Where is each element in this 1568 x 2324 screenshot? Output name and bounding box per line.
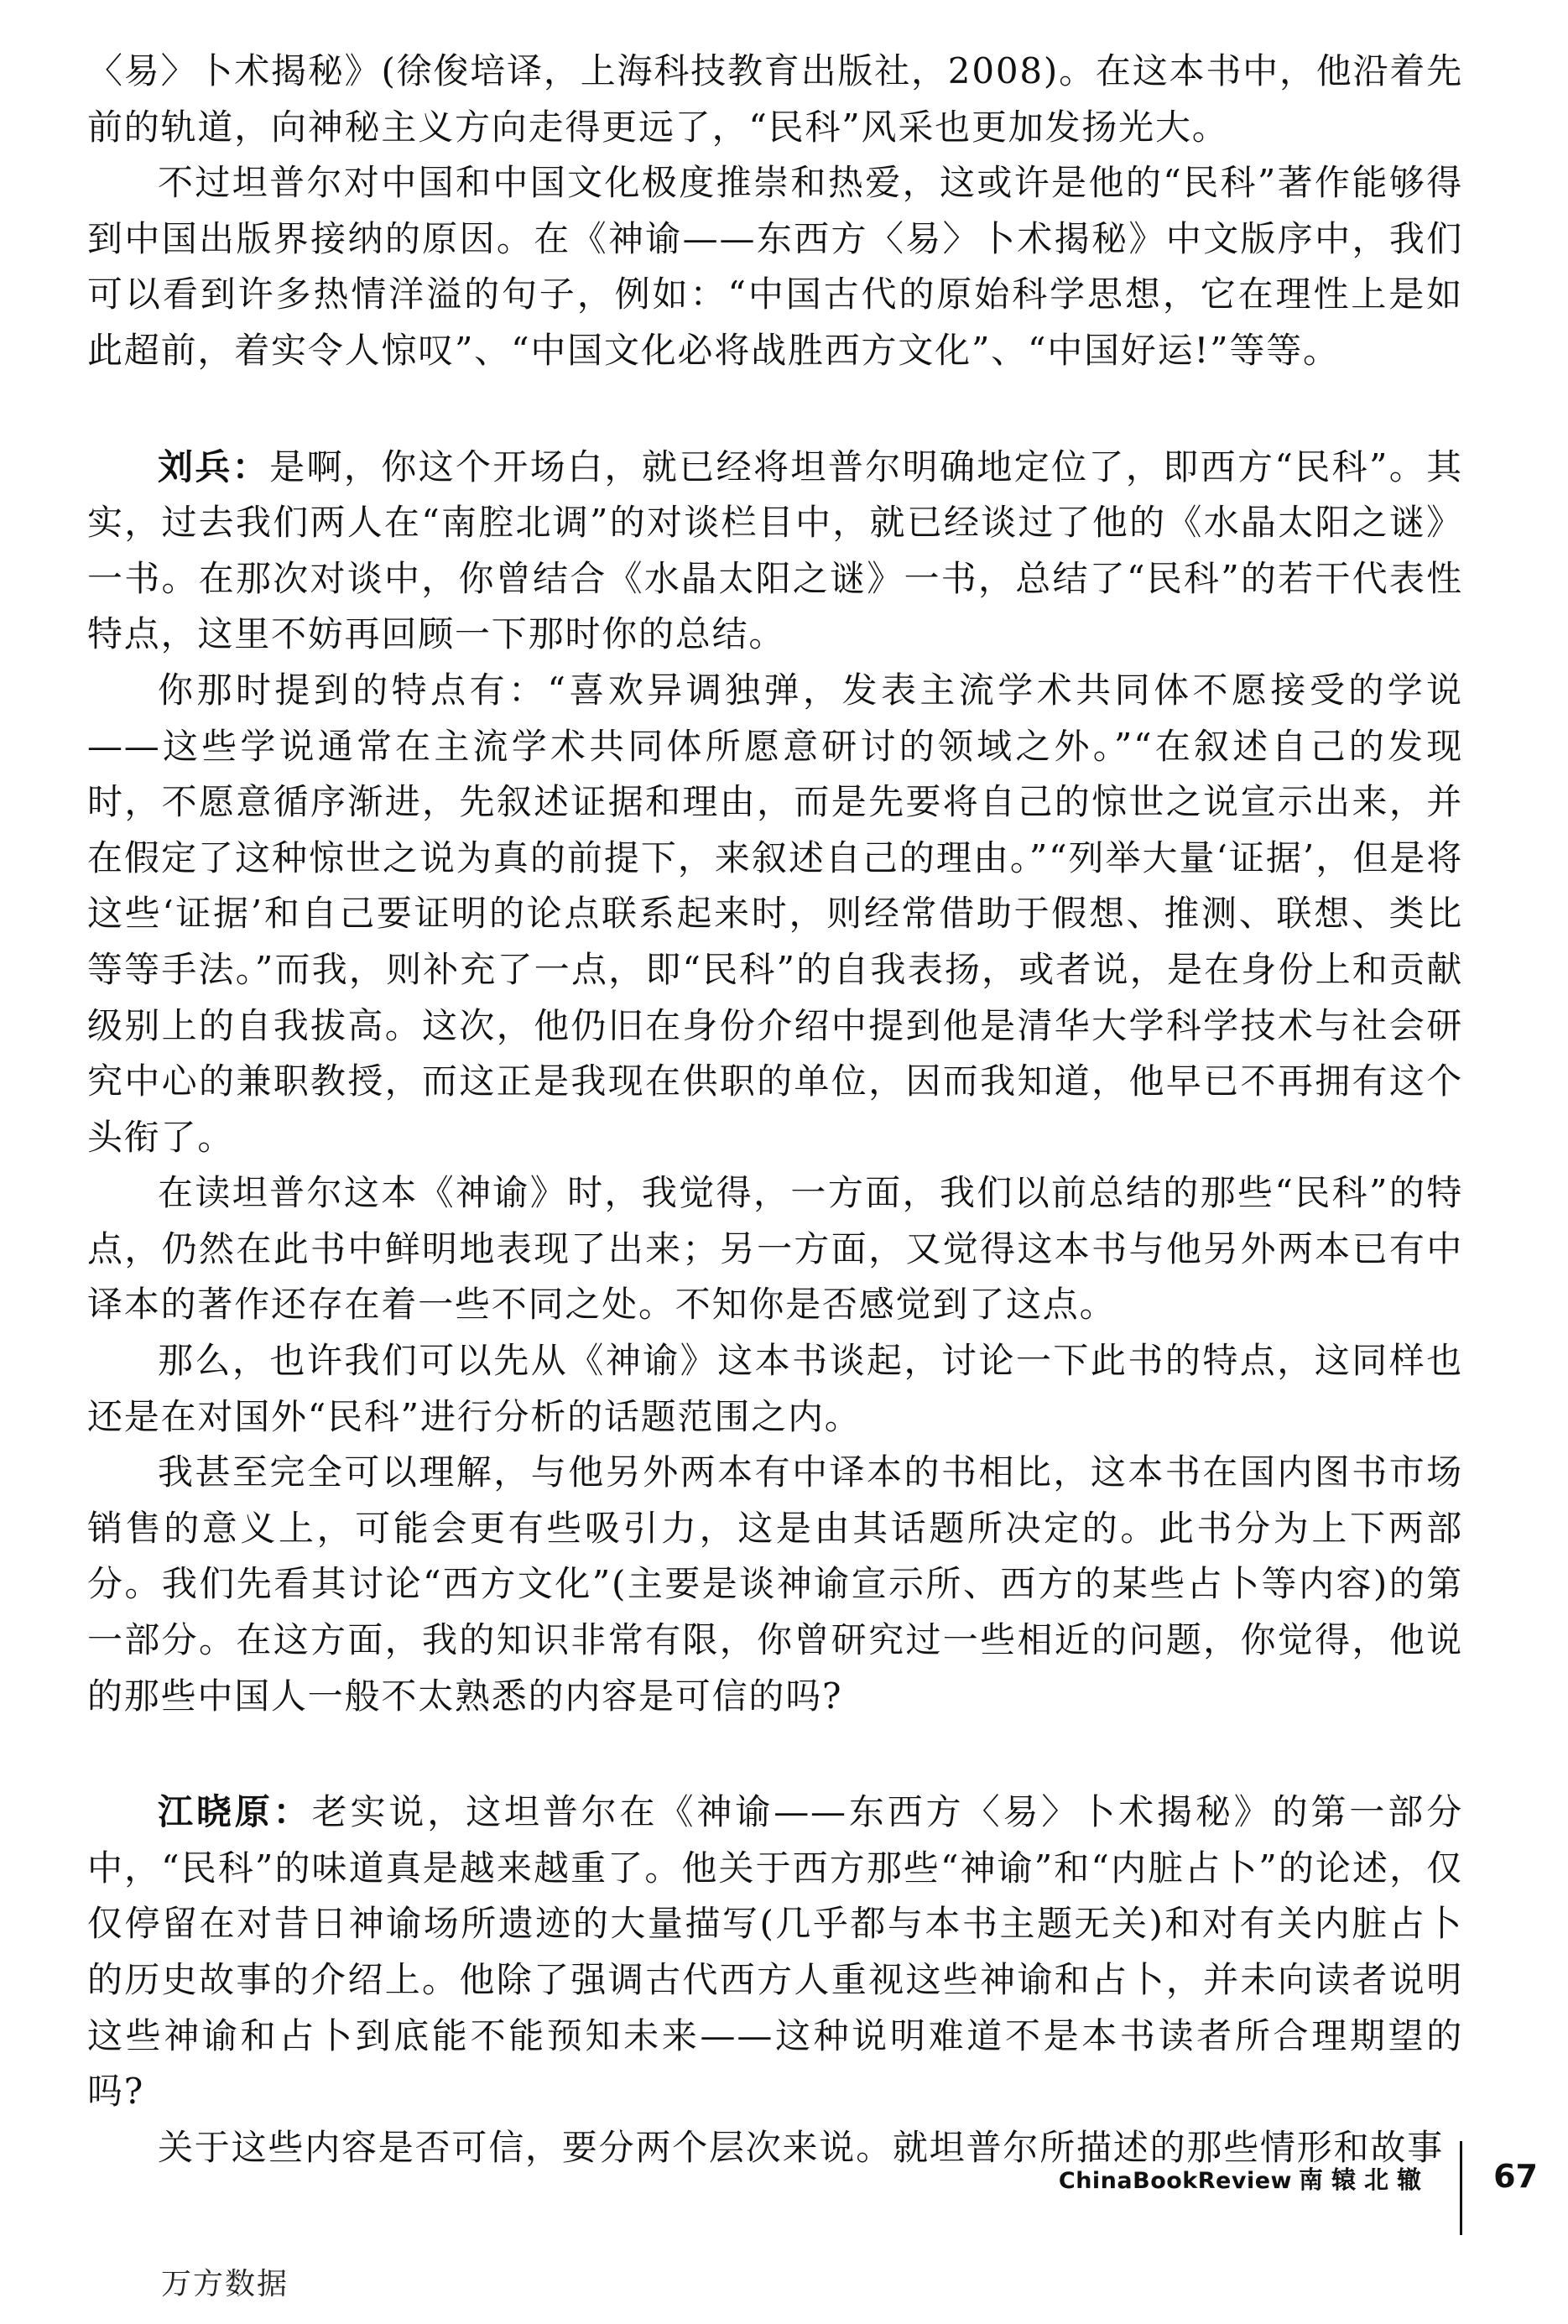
paragraph-text: 〈易〉卜术揭秘》(徐俊培译，上海科技教育出版社，2008)。在这本书中，他沿着先前的轨道，向神秘主义方向走得更远了，“民科”风采也更加发扬光大。 — [87, 50, 1463, 148]
journal-mark — [1059, 2161, 1430, 2196]
paragraph-8 — [87, 1785, 1463, 2120]
paragraph-6 — [87, 1333, 1463, 1445]
speaker-name: 江晓原： — [158, 1791, 312, 1833]
journal-name-en: ChinaBookReview — [1058, 2168, 1292, 2194]
paragraph-text: 我甚至完全可以理解，与他另外两本有中译本的书相比，这本书在国内图书市场销售的意义上，可能会更有些吸引力，这是由其话题所决定的。此书分为上下两部分。我们先看其讨论“西方文化”(主要是谈神谕宣示所、西方的某些占卜等内容)的第一部分。在这方面，我的知识非常有限，你曾研究过一些相近的问题，你觉得，他说的那些中国人一般不太熟悉的内容是可信的吗? — [87, 1451, 1463, 1717]
footer-divider — [1460, 2141, 1462, 2235]
article-body — [87, 44, 1463, 2175]
paragraph-1 — [87, 44, 1463, 155]
page-footer — [813, 2114, 1568, 2257]
page-number: 67 — [1493, 2158, 1538, 2195]
paragraph-text: 在读坦普尔这本《神谕》时，我觉得，一方面，我们以前总结的那些“民科”的特点，仍然在此书中鲜明地表现了出来；另一方面，又觉得这本书与他另外两本已有中译本的著作还存在着一些不同之处。不知你是否感觉到了这点。 — [87, 1172, 1463, 1326]
paragraph-3 — [87, 440, 1463, 663]
paragraph-5 — [87, 1165, 1463, 1333]
watermark: 万方数据 — [161, 2267, 289, 2301]
column-name: 南辕北辙 — [1298, 2165, 1430, 2194]
paragraph-2 — [87, 155, 1463, 378]
paragraph-text: 老实说，这坦普尔在《神谕——东西方〈易〉卜术揭秘》的第一部分中，“民科”的味道真是越来越重了。他关于西方那些“神谕”和“内脏占卜”的论述，仅仅停留在对昔日神谕场所遗迹的大量描写(几乎都与本书主题无关)和对有关内脏占卜的历史故事的介绍上。他除了强调古代西方人重视这些神谕和占卜，并未向读者说明这些神谕和占卜到底能不能预知未来——这种说明难道不是本书读者所合理期望的吗? — [87, 1791, 1463, 2113]
paragraph-text: 是啊，你这个开场白，就已经将坦普尔明确地定位了，即西方“民科”。其实，过去我们两人在“南腔北调”的对谈栏目中，就已经谈过了他的《水晶太阳之谜》一书。在那次对谈中，你曾结合《水晶太阳之谜》一书，总结了“民科”的若干代表性特点，这里不妨再回顾一下那时你的总结。 — [87, 446, 1463, 655]
paragraph-text: 那么，也许我们可以先从《神谕》这本书谈起，讨论一下此书的特点，这同样也还是在对国外“民科”进行分析的话题范围之内。 — [87, 1340, 1463, 1437]
speaker-name: 刘兵： — [158, 446, 270, 487]
paragraph-4 — [87, 663, 1463, 1165]
paragraph-text: 关于这些内容是否可信，要分两个层次来说。就坦普尔所描述的那些情形和故事 — [158, 2126, 1445, 2168]
paragraph-text: 你那时提到的特点有：“喜欢异调独弹，发表主流学术共同体不愿接受的学说——这些学说通常在主流学术共同体所愿意研讨的领域之外。”“在叙述自己的发现时，不愿意循序渐进，先叙述证据和理由，而是先要将自己的惊世之说宣示出来，并在假定了这种惊世之说为真的前提下，来叙述自己的理由。”“列举大量‘证据’，但是将这些‘证据’和自己要证明的论点联系起来时，则经常借助于假想、推测、联想、类比等等手法。”而我，则补充了一点，即“民科”的自我表扬，或者说，是在身份上和贡献级别上的自我拔高。这次，他仍旧在身份介绍中提到他是清华大学科学技术与社会研究中心的兼职教授，而这正是我现在供职的单位，因而我知道，他早已不再拥有这个头衔了。 — [87, 669, 1463, 1158]
paragraph-text: 不过坦普尔对中国和中国文化极度推崇和热爱，这或许是他的“民科”著作能够得到中国出版界接纳的原因。在《神谕——东西方〈易〉卜术揭秘》中文版序中，我们可以看到许多热情洋溢的句子，例如：“中国古代的原始科学思想，它在理性上是如此超前，着实令人惊叹”、“中国文化必将战胜西方文化”、“中国好运!”等等。 — [87, 162, 1463, 371]
paragraph-7 — [87, 1445, 1463, 1724]
